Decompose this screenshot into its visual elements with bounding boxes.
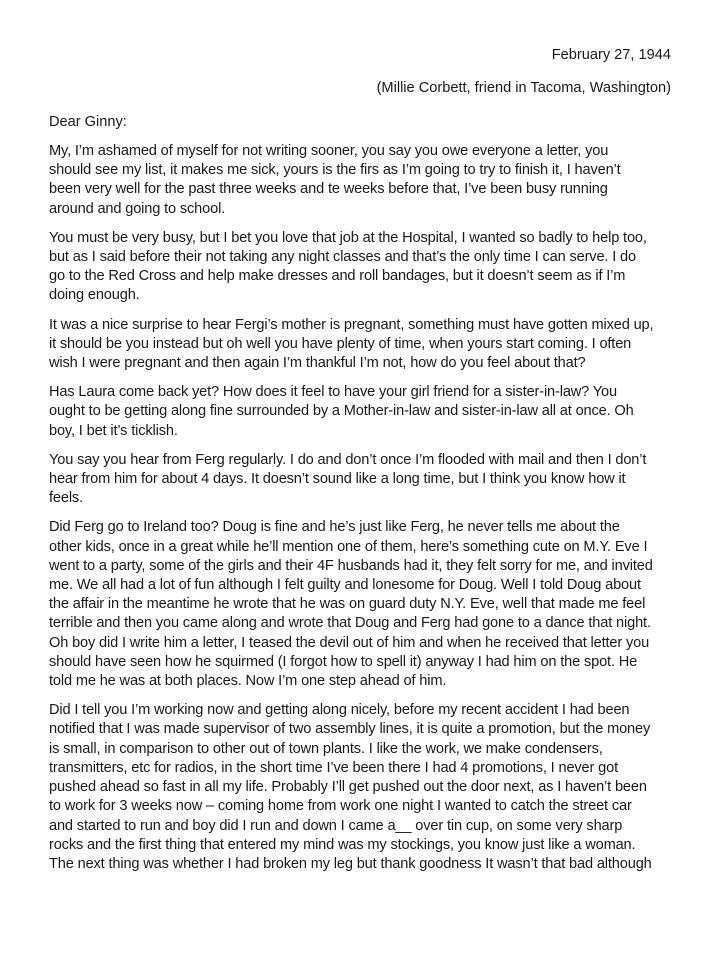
text-line: been very well for the past three weeks and te weeks before that, I’ve been busy running xyxy=(49,181,608,198)
text-line: me. We all had a lot of fun although I felt guilty and lonesome for Doug. Well I told Doug about xyxy=(49,577,641,594)
letter-date: February 27, 1944 xyxy=(551,47,671,63)
text-line: pushed ahead so fast in all my life. Probably I’ll get pushed out the door next, as I haven’t been xyxy=(49,779,647,796)
text-line: notified that I was made supervisor of two assembly lines, it is quite a promotion, but the money xyxy=(49,721,651,738)
text-line: the affair in the meantime he wrote that he was on guard duty N.Y. Eve, well that made me feel xyxy=(49,596,646,613)
letter-body xyxy=(49,113,689,884)
salutation: Dear Ginny: xyxy=(49,114,127,130)
text-line: should see my list, it makes me sick, yours is the firs as I’m going to try to finish it, I haven’t xyxy=(49,162,621,179)
text-line: terrible and then you came along and wrote that Doug and Ferg had gone to a dance that night. xyxy=(49,615,651,632)
paragraph-5 xyxy=(49,451,689,509)
paragraph-4 xyxy=(49,383,689,441)
text-line: go to the Red Cross and help make dresses and roll bandages, but it doesn’t seem as if I’m xyxy=(49,268,626,285)
paragraph-2 xyxy=(49,229,689,306)
text-line: Did Ferg go to Ireland too? Doug is fine and he’s just like Ferg, he never tells me about the xyxy=(49,519,620,536)
text-line: You must be very busy, but I bet you love that job at the Hospital, I wanted so badly to help too, xyxy=(49,229,647,246)
paragraph-1 xyxy=(49,142,689,219)
text-line: It was a nice surprise to hear Fergi’s mother is pregnant, something must have gotten mixed up, xyxy=(49,316,654,333)
text-line: Did I tell you I’m working now and getting along nicely, before my recent accident I had been xyxy=(49,702,630,719)
text-line: went to a party, some of the girls and their 4F husbands had it, they felt sorry for me, and invited xyxy=(49,557,653,574)
paragraph-6 xyxy=(49,518,689,691)
text-line: The next thing was whether I had broken my leg but thank goodness It wasn’t that bad although xyxy=(49,855,652,872)
text-line: hear from him for about 4 days. It doesn’t sound like a long time, but I think you know how it xyxy=(49,471,626,488)
text-line: Oh boy did I write him a letter, I teased the devil out of him and when he received that letter you xyxy=(49,634,650,651)
text-line: should have seen how he squirmed (I forgot how to spell it) anyway I had him on the spot. He xyxy=(49,653,638,670)
text-line: is small, in comparison to other out of town plants. I like the work, we make condensers, xyxy=(49,740,603,757)
text-line: and started to run and boy did I run and down I came a__ over tin cup, on some very sharp xyxy=(49,817,623,834)
text-line: wish I were pregnant and then again I’m thankful I’m not, how do you feel about that? xyxy=(49,355,586,372)
text-line: it should be you instead but oh well you have plenty of time, when yours start coming. I often xyxy=(49,335,632,352)
text-line: other kids, once in a great while he’ll mention one of them, here’s something cute on M.Y. Eve I xyxy=(49,538,648,555)
paragraph-7 xyxy=(49,701,689,874)
text-line: transmitters, etc for radios, in the short time I’ve been there I had 4 promotions, I never got xyxy=(49,759,618,776)
text-line: told me he was at both places. Now I’m one step ahead of him. xyxy=(49,673,447,690)
text-line: but as I said before their not taking any night classes and that’s the only time I can serve. I do xyxy=(49,249,636,266)
text-line: to work for 3 weeks now – coming home from work one night I wanted to catch the street car xyxy=(49,798,632,815)
text-line: doing enough. xyxy=(49,287,140,304)
text-line: feels. xyxy=(49,490,83,507)
text-line: rocks and the first thing that entered my mind was my stockings, you know just like a woman. xyxy=(49,836,636,853)
text-line: around and going to school. xyxy=(49,200,226,217)
text-line: ought to be getting along fine surrounded by a Mother-in-law and sister-in-law all at once. Oh xyxy=(49,403,634,420)
paragraph-3 xyxy=(49,316,689,374)
text-line: My, I’m ashamed of myself for not writing sooner, you say you owe everyone a letter, you xyxy=(49,143,609,159)
recipient-note: (Millie Corbett, friend in Tacoma, Washington) xyxy=(376,80,671,96)
text-line: You say you hear from Ferg regularly. I do and don’t once I’m flooded with mail and then I don’t xyxy=(49,451,647,468)
text-line: Has Laura come back yet? How does it feel to have your girl friend for a sister-in-law? You xyxy=(49,384,617,401)
text-line: boy, I bet it’s ticklish. xyxy=(49,422,178,439)
